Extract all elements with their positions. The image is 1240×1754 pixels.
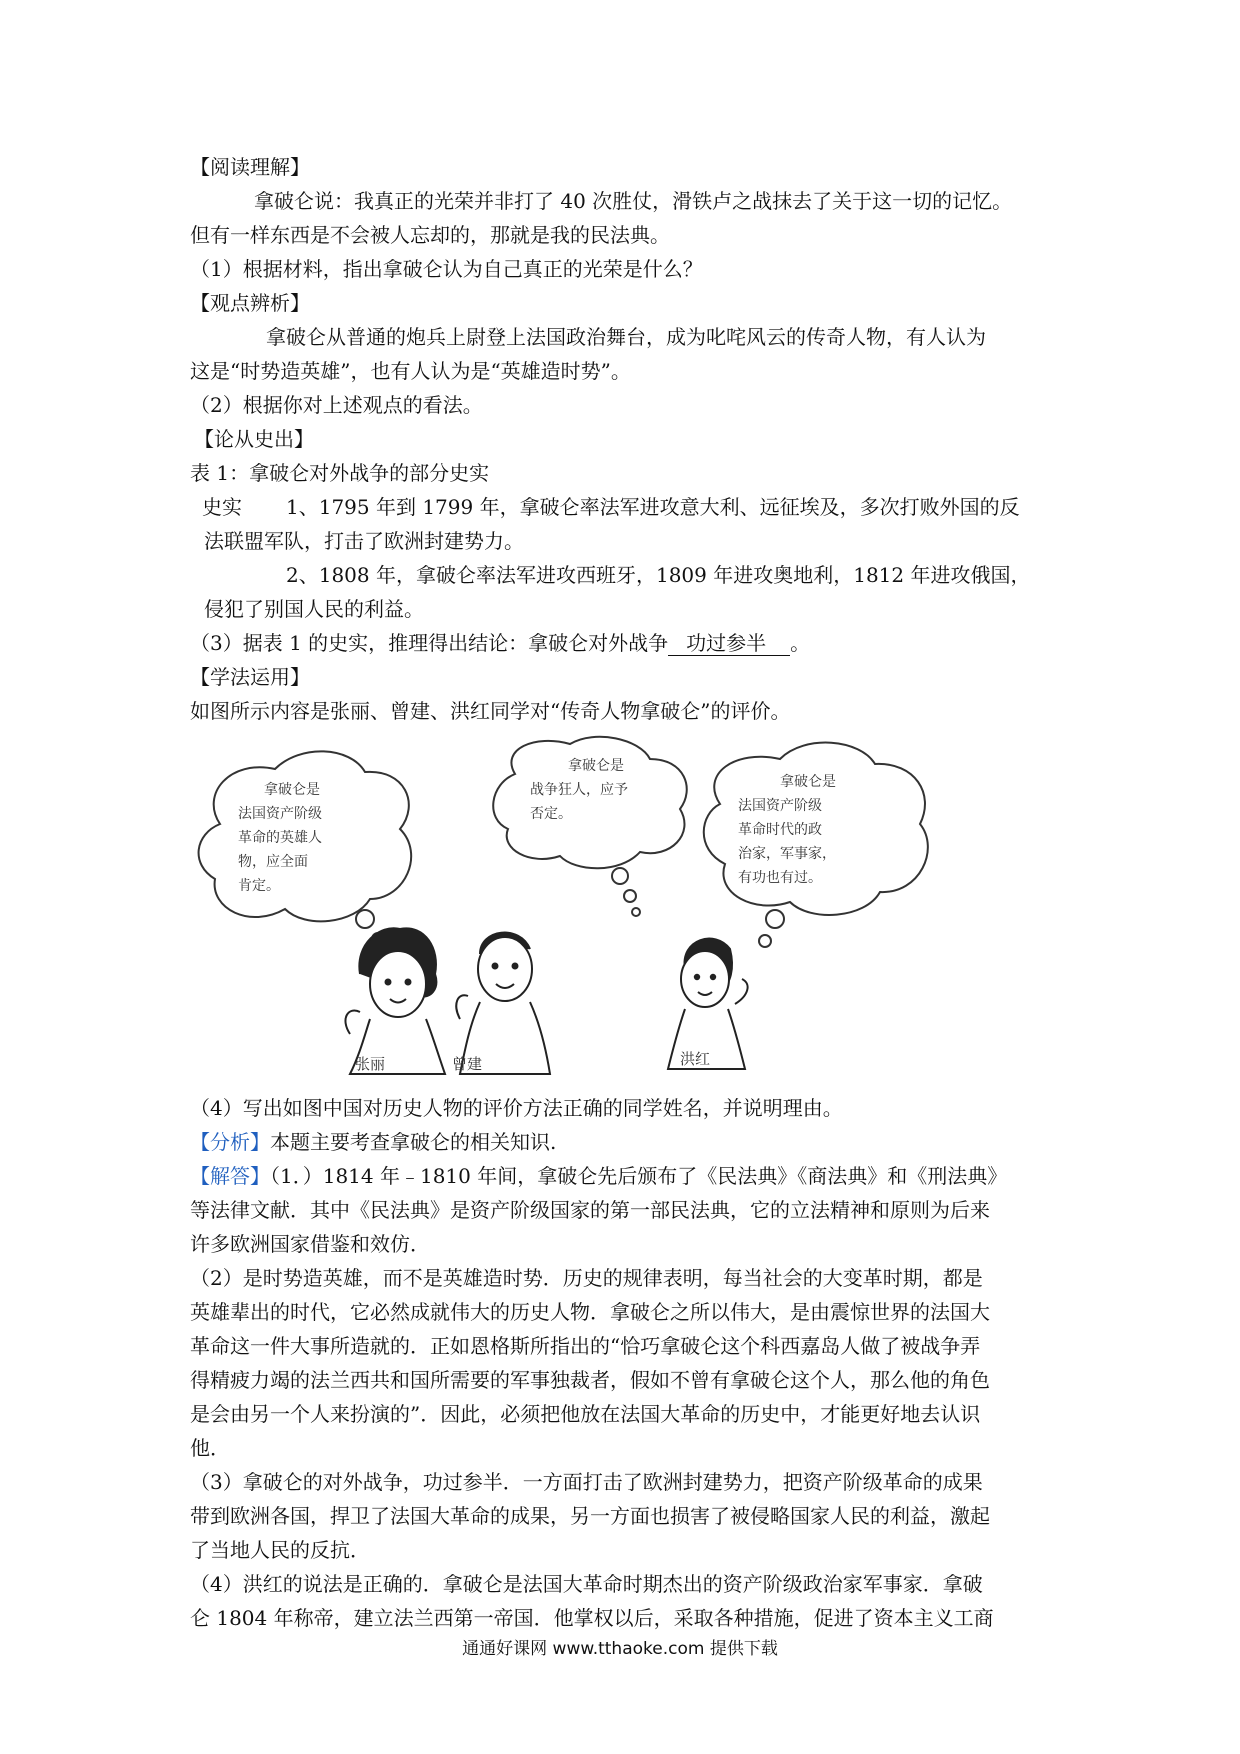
cartoon-illustration — [190, 734, 950, 1079]
thought-bubble-dot — [759, 935, 771, 947]
question-2: （2）根据你对上述观点的看法。 — [190, 393, 483, 417]
bubble-middle-line: 战争狂人，应予 — [530, 782, 628, 798]
answer-line — [190, 1159, 1060, 1193]
bubble-right-line: 有功也有过。 — [738, 870, 822, 886]
answer-line: （2）是时势造英雄，而不是英雄造时势．历史的规律表明，每当社会的大变革时期，都是 — [190, 1266, 983, 1290]
viewpoint-text-line: 这是“时势造英雄”，也有人认为是“英雄造时势”。 — [190, 359, 631, 383]
method-intro: 如图所示内容是张丽、曾建、洪红同学对“传奇人物拿破仑”的评价。 — [190, 699, 791, 723]
thought-bubble-middle — [493, 737, 687, 868]
reading-text-line: 但有一样东西是不会被人忘却的，那就是我的民法典。 — [190, 223, 670, 247]
section-heading-viewpoint: 【观点辨析】 — [190, 291, 310, 315]
answer-line: 等法律文献．其中《民法典》是资产阶级国家的第一部民法典，它的立法精神和原则为后来 — [190, 1198, 990, 1222]
name-label-honghong: 洪红 — [680, 1050, 711, 1068]
name-label-zhangli: 张丽 — [355, 1055, 386, 1073]
answer-line: 带到欧洲各国，捍卫了法国大革命的成果，另一方面也损害了被侵略国家人民的利益，激起 — [190, 1504, 990, 1528]
bubble-left-line: 肯定。 — [238, 878, 280, 894]
question-3-suffix: 。 — [790, 631, 811, 655]
thought-bubble-dot — [766, 910, 784, 928]
answer-line: 英雄辈出的时代，它必然成就伟大的历史人物．拿破仑之所以伟大，是由震惊世界的法国大 — [190, 1300, 990, 1324]
fact-1-line: 法联盟军队，打击了欧洲封建势力。 — [204, 529, 524, 553]
answer-line: 革命这一件大事所造就的．正如恩格斯所指出的“恰巧拿破仑这个科西嘉岛人做了被战争弄 — [190, 1334, 981, 1358]
answer-text: （1．）1814 年﹣1810 年间，拿破仑先后颁布了《民法典》《商法典》和《刑法典》 — [270, 1164, 1008, 1188]
page-footer: 通通好课网 www.tthaoke.com 提供下载 — [462, 1639, 778, 1659]
section-heading-reading: 【阅读理解】 — [190, 155, 310, 179]
bubble-right-line: 法国资产阶级 — [738, 798, 822, 814]
fact-2-line: 2、1808 年，拿破仑率法军进攻西班牙，1809 年进攻奥地利，1812 年进攻俄国， — [286, 563, 1031, 587]
thought-bubble-dot — [356, 910, 374, 928]
answer-line: （4）洪红的说法是正确的．拿破仑是法国大革命时期杰出的资产阶级政治家军事家．拿破 — [190, 1572, 983, 1596]
analysis-line — [190, 1125, 1060, 1159]
question-4: （4）写出如图中国对历史人物的评价方法正确的同学姓名，并说明理由。 — [190, 1096, 843, 1120]
section-heading-history: 【论从史出】 — [194, 427, 314, 451]
answer-blank: 功过参半 — [668, 631, 790, 656]
answer-line: 他． — [190, 1436, 230, 1460]
table-key: 史实 — [202, 495, 242, 519]
answer-line: 了当地人民的反抗． — [190, 1538, 370, 1562]
thought-bubble-dot — [612, 868, 628, 884]
table-caption: 表 1：拿破仑对外战争的部分史实 — [190, 461, 490, 485]
answer-line: 仑 1804 年称帝，建立法兰西第一帝国．他掌权以后，采取各种措施，促进了资本主义工商 — [190, 1606, 994, 1630]
document-body — [190, 150, 1060, 1635]
cartoon-figure — [190, 734, 950, 1079]
analysis-label: 【分析】 — [190, 1130, 270, 1154]
bubble-right-line: 拿破仑是 — [780, 774, 836, 790]
name-label-zengjian: 曾建 — [452, 1055, 483, 1073]
question-3 — [190, 626, 1060, 660]
bubble-right-line: 治家，军事家， — [738, 846, 836, 862]
answer-line: 是会由另一个人来扮演的”．因此，必须把他放在法国大革命的历史中，才能更好地去认识 — [190, 1402, 981, 1426]
reading-text-line: 拿破仑说：我真正的光荣并非打了 40 次胜仗，滑铁卢之战抹去了关于这一切的记忆。 — [254, 189, 1013, 213]
thought-bubble-dot — [632, 908, 640, 916]
bubble-left-line: 物，应全面 — [238, 854, 308, 870]
answer-line: （3）拿破仑的对外战争，功过参半．一方面打击了欧洲封建势力，把资产阶级革命的成果 — [190, 1470, 983, 1494]
question-1: （1）根据材料，指出拿破仑认为自己真正的光荣是什么？ — [190, 257, 703, 281]
thought-bubble-dot — [624, 890, 636, 902]
fact-2-line: 侵犯了别国人民的利益。 — [204, 597, 424, 621]
bubble-middle-line: 否定。 — [530, 806, 572, 822]
boy-zengjian-drawing — [456, 933, 550, 1074]
bubble-right-line: 革命时代的政 — [738, 822, 822, 838]
viewpoint-text-line: 拿破仑从普通的炮兵上尉登上法国政治舞台，成为叱咤风云的传奇人物，有人认为 — [266, 325, 986, 349]
bubble-left-line: 法国资产阶级 — [238, 806, 322, 822]
bubble-left-line: 革命的英雄人 — [238, 830, 322, 846]
bubble-left-line: 拿破仑是 — [264, 782, 320, 798]
question-3-prefix: （3）据表 1 的史实，推理得出结论：拿破仑对外战争 — [190, 631, 669, 655]
table-row-facts — [190, 490, 1060, 524]
bubble-middle-line: 拿破仑是 — [568, 758, 624, 774]
answer-label: 【解答】 — [190, 1164, 270, 1188]
analysis-text: 本题主要考查拿破仑的相关知识. — [270, 1130, 557, 1154]
fact-1-line: 1、1795 年到 1799 年，拿破仑率法军进攻意大利、远征埃及，多次打败外国的反 — [286, 495, 1020, 519]
girl-zhangli-drawing — [345, 928, 445, 1074]
answer-line: 得精疲力竭的法兰西共和国所需要的军事独裁者，假如不曾有拿破仑这个人，那么他的角色 — [190, 1368, 990, 1392]
answer-line: 许多欧洲国家借鉴和效仿． — [190, 1232, 430, 1256]
section-heading-method: 【学法运用】 — [190, 665, 310, 689]
